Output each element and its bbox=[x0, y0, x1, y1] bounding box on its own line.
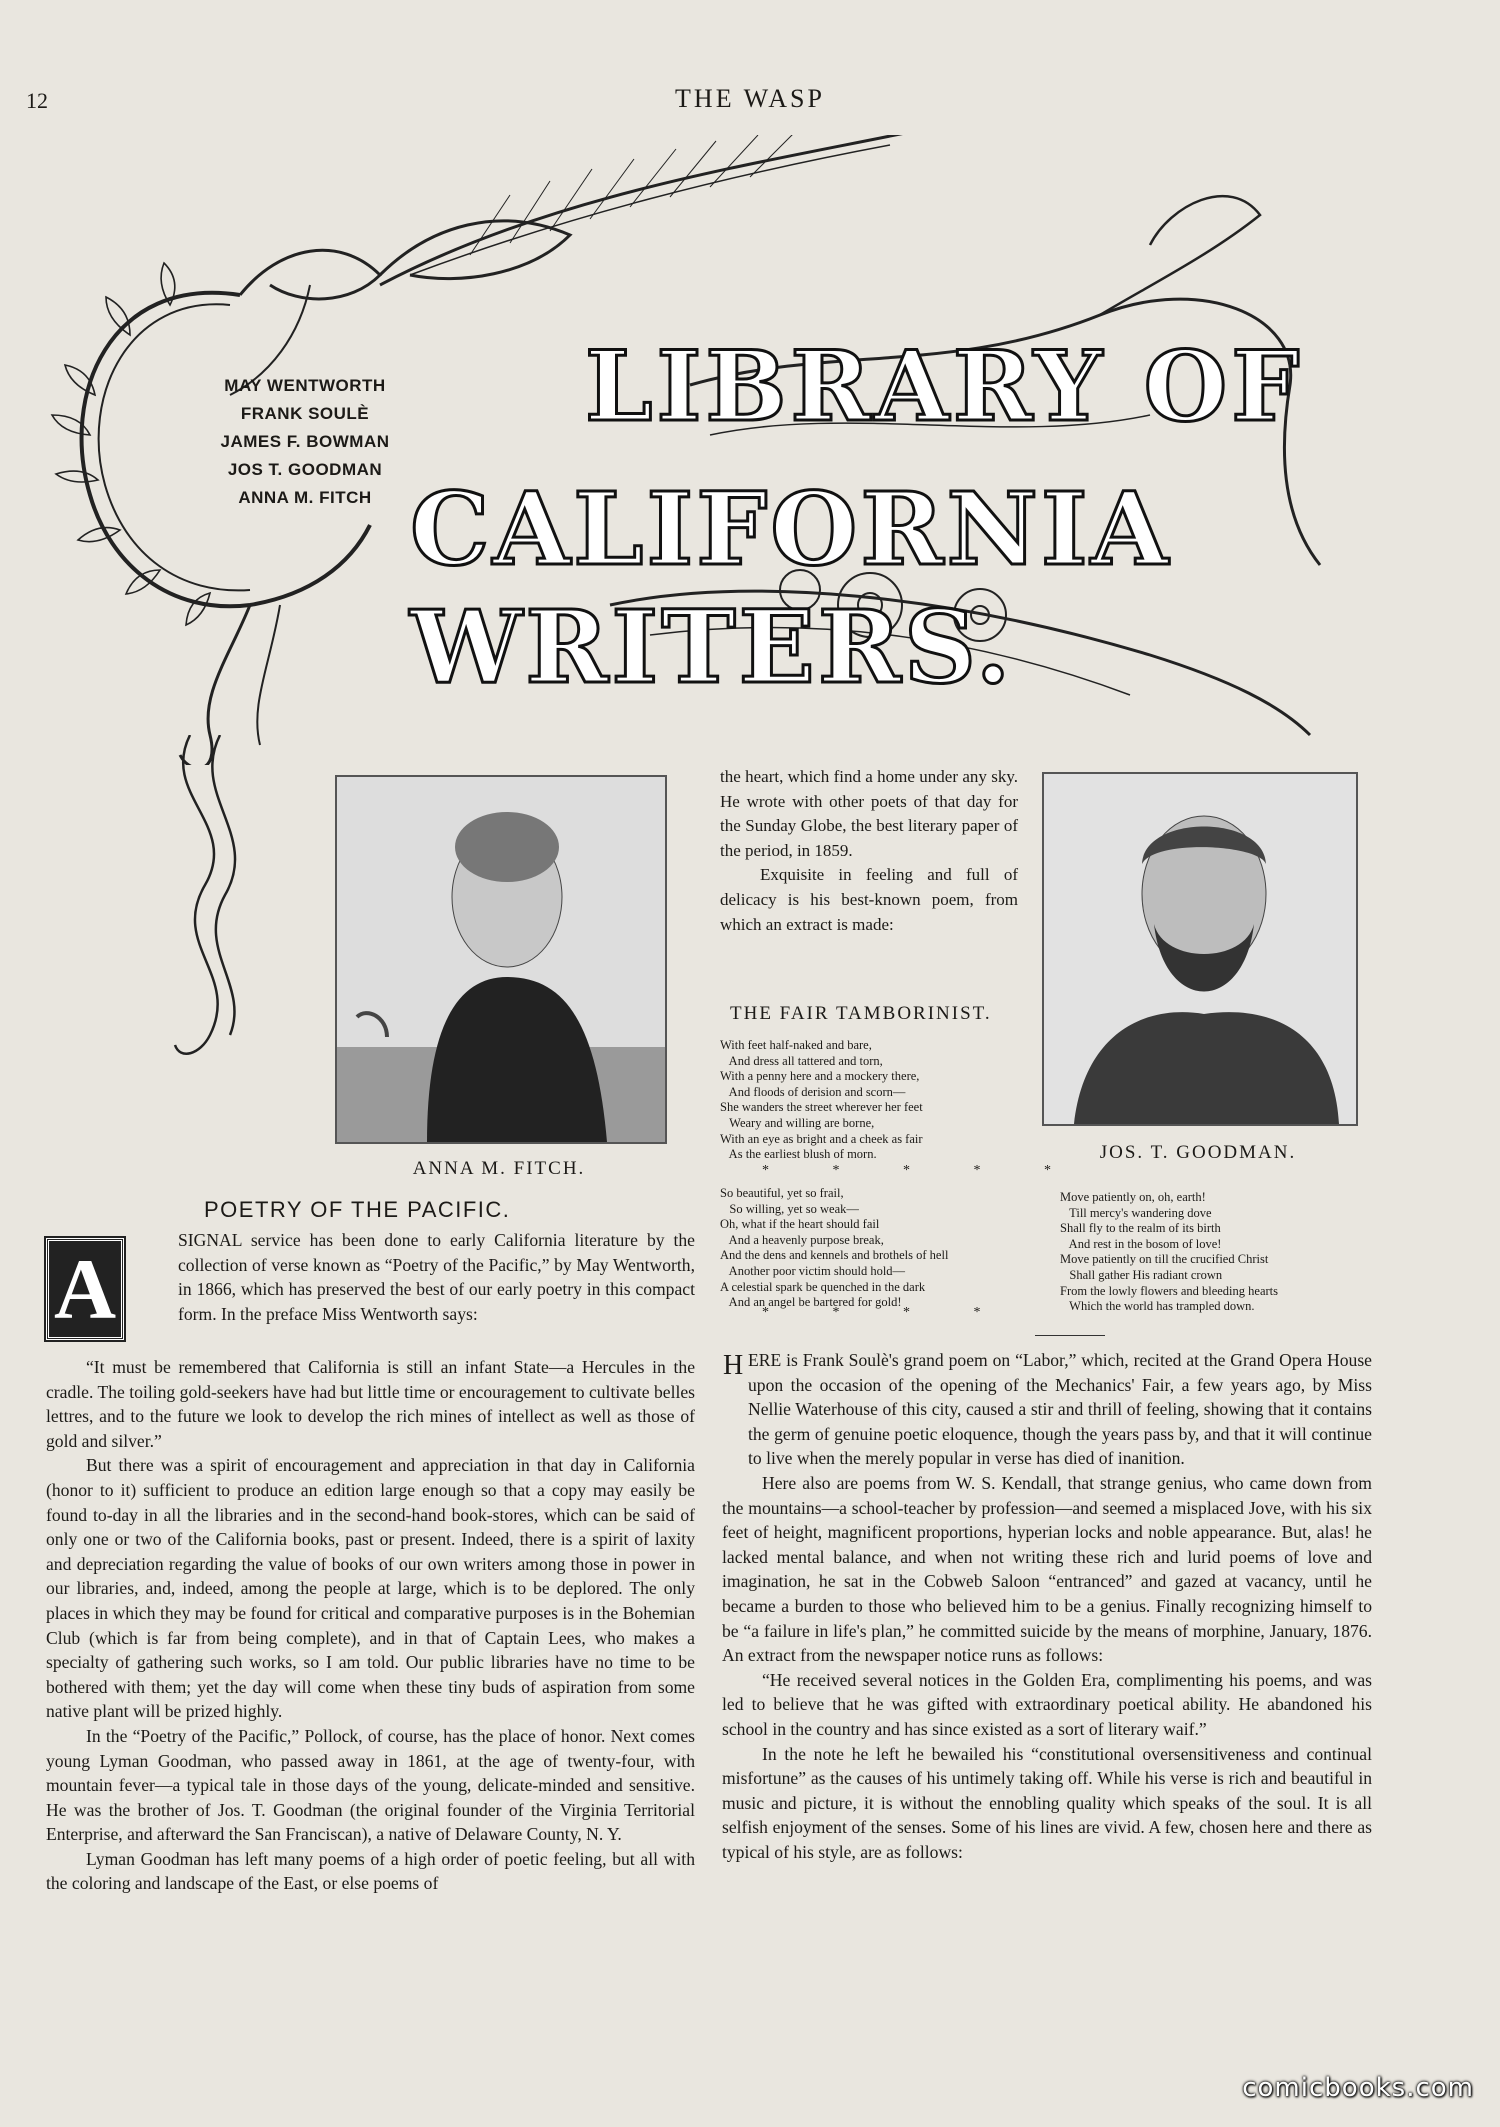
masthead-title-line2: CALIFORNIA WRITERS. bbox=[410, 470, 1172, 706]
paragraph: “He received several notices in the Golden Era, complimenting his poems, and was led to believe that he was gifted with extraordinary poetical ability. He abandoned his school in the country and has since existed as a sort of literary waif.” bbox=[722, 1669, 1372, 1739]
article-left-intro bbox=[178, 1228, 695, 1326]
poem-title: THE FAIR TAMBORINIST. bbox=[730, 1003, 992, 1024]
running-title: THE WASP bbox=[675, 84, 825, 113]
portrait-image bbox=[337, 777, 665, 1142]
paragraph: In the note he left he bewailed his “constitutional oversensitiveness and continual misfortune” as the causes of his untimely taking off. While his verse is rich and beautiful in music and picture, it is without the ennobling quality which speaks of the soul. It is all selfish enjoyment of the senses. Some of his lines are vivid. A few, chosen here and there as typical of his style, are as follows: bbox=[722, 1743, 1372, 1862]
watermark: comicbooks.com bbox=[1242, 2073, 1474, 2103]
paragraph: But there was a spirit of encouragement and appreciation in that day in California (honor to it) sufficient to produce an edition large enough so that a copy may easily be found to-day in all the libraries and in the second-hand book-stores, which can be said of only one or two of the California books, past or present. Indeed, there is a spirit of laxity and depreciation regarding the value of books of our own writers among those in power in our libraries, and, indeed, among the people at large, which is to be deplored. The only places in which they may be found for critical and comparative purposes is in the Bohemian Club (which is far from being complete), and in that of Captain Lees, who makes a specialty of gathering such works, so I am told. Our public libraries have no time to be bothered with them; yet the day will come when these tiny buds of aspiration from some native plant will be prized highly. bbox=[46, 1455, 695, 1722]
section-divider bbox=[1035, 1335, 1105, 1336]
writer-names-list bbox=[180, 372, 430, 512]
poem-stanza: With feet half-naked and bare, And dress all tattered and torn, With a penny here and a mockery there, And floods of derision and scorn— She wanders the street wherever her feet Weary and willing are borne, With an eye as bright and a cheek as fair As the earliest blush of morn. bbox=[720, 1038, 923, 1162]
poem-stanza: So beautiful, yet so frail, So willing, yet so weak— Oh, what if the heart should fail And a heavenly purpose break, And the dens and kennels and brothels of hell Another poor victim should hold— A celestial spark be quenched in the dark And an angel be bartered for gold! bbox=[720, 1186, 949, 1310]
portrait-jos-goodman bbox=[1042, 772, 1358, 1126]
ribbon-tail-illustration bbox=[150, 735, 260, 1065]
paragraph: ERE is Frank Soulè's grand poem on “Labor,” which, recited at the Grand Opera House upon the occasion of the opening of the Mechanics' Fair, a few years ago, by Miss Nellie Waterhouse of this city, caused a stir and thrill of feeling, showing that it contains the germ of genuine poetic eloquence, though the years pass by, and that it will continue to live when the merely popular in verse has died of inanition. bbox=[748, 1350, 1372, 1469]
drop-cap-h: H bbox=[723, 1350, 744, 1381]
article-right-column bbox=[722, 1348, 1372, 1864]
section-stars: * * * * * bbox=[762, 1163, 1081, 1178]
page-number: 12 bbox=[26, 88, 48, 113]
paragraph: the heart, which find a home under any sky. He wrote with other poets of that day for the Sunday Globe, the best literary paper of the period, in 1859. bbox=[720, 767, 1018, 860]
portrait-anna-fitch bbox=[335, 775, 667, 1144]
masthead-title-line1: LIBRARY OF bbox=[585, 330, 1304, 443]
drop-cap: A bbox=[46, 1238, 124, 1340]
writer-name: JAMES F. BOWMAN bbox=[220, 432, 390, 451]
article-left-column bbox=[46, 1355, 695, 1896]
paragraph: “It must be remembered that California is still an infant State—a Hercules in the cradle. The toiling gold-seekers have had but little time or encouragement to cultivate belles lettres, and to the future we look to develop the rich mines of intellect as well as those of gold and silver.” bbox=[46, 1357, 695, 1451]
poem-stanza: Move patiently on, oh, earth! Till mercy's wandering dove Shall fly to the realm of its birth And rest in the bosom of love! Move patiently on till the crucified Christ Shall gather His radiant crown From the lowly flowers and bleeding hearts Which the world has trampled down. bbox=[1060, 1190, 1279, 1314]
writer-name: JOS T. GOODMAN bbox=[227, 460, 383, 479]
writer-name: MAY WENTWORTH bbox=[224, 376, 386, 395]
paragraph: Exquisite in feeling and full of delicacy is his best-known poem, from which an extract is made: bbox=[720, 865, 1018, 934]
portrait-caption-left: ANNA M. FITCH. bbox=[412, 1158, 586, 1179]
portrait-image bbox=[1044, 774, 1356, 1124]
writer-name: ANNA M. FITCH bbox=[238, 488, 372, 507]
writer-name: FRANK SOULÈ bbox=[240, 404, 370, 423]
article-heading: POETRY OF THE PACIFIC. bbox=[204, 1197, 511, 1222]
paragraph: Here also are poems from W. S. Kendall, that strange genius, who came down from the mountains—a school-teacher by profession—and seemed a misplaced Jove, with his six feet of height, magnificent proportions, hyperian locks and noble appearance. But, alas! he lacked mental balance, and when not writing these rich and lurid poems of love and imagination, he sat in the Cobweb Saloon “entranced” and gazed at vacancy, until he became a burden to those who believed him to be a genius. Finally recognizing himself to be “a failure in life's plan,” he committed suicide by the means of morphine, January, 1876. An extract from the newspaper notice runs as follows: bbox=[722, 1472, 1372, 1666]
paragraph: In the “Poetry of the Pacific,” Pollock, of course, has the place of honor. Next comes young Lyman Goodman, who passed away in 1861, at the age of twenty-four, with mountain fever—a typical tale in those days of the young, delicate-minded and sensitive. He was the brother of Jos. T. Goodman (the original founder of the Virginia Territorial Enterprise, and afterward the San Franciscan), a native of Delaware County, N. Y. bbox=[46, 1725, 695, 1845]
paragraph: Lyman Goodman has left many poems of a high order of poetic feeling, but all with the coloring and landscape of the East, or else poems of bbox=[46, 1848, 695, 1894]
portrait-caption-right: JOS. T. GOODMAN. bbox=[1099, 1142, 1297, 1163]
paragraph: SIGNAL service has been done to early California literature by the collection of verse known as “Poetry of the Pacific,” by May Wentworth, in 1866, which has preserved the best of our early poetry in this compact form. In the preface Miss Wentworth says: bbox=[178, 1230, 695, 1324]
section-stars: * * * * bbox=[762, 1305, 1011, 1320]
article-mid-column bbox=[720, 765, 1018, 937]
